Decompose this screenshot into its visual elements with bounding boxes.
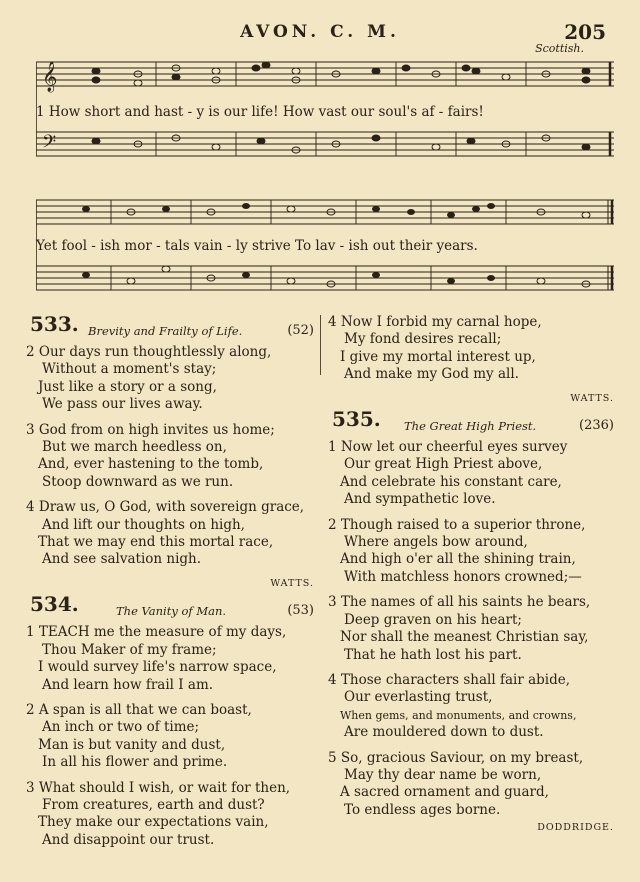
- verse-line: And, ever hastening to the tomb,: [38, 456, 264, 473]
- hymn-author: WATTS.: [270, 577, 314, 589]
- column-divider: [320, 315, 321, 375]
- verse-line: But we march heedless on,: [42, 439, 227, 456]
- hymn-reference: (52): [287, 323, 314, 338]
- verse-line: 3 The names of all his saints he bears,: [328, 594, 591, 611]
- verse: [24, 499, 318, 569]
- verse-line: That he hath lost his part.: [344, 646, 522, 663]
- verse-line: 3 God from on high invites us home;: [26, 421, 275, 438]
- svg-text:𝄞: 𝄞: [42, 62, 58, 92]
- verse: [326, 750, 618, 820]
- hymn-title: Brevity and Frailty of Life.: [88, 324, 243, 338]
- verse-line: May thy dear name be worn,: [344, 766, 542, 783]
- verse-line: And disappoint our trust.: [42, 831, 215, 848]
- verse: [326, 594, 618, 664]
- verse-line: Thou Maker of my frame;: [42, 641, 217, 658]
- hymn-heading: [24, 592, 318, 624]
- verse-line: Man is but vanity and dust,: [38, 736, 226, 753]
- verse-line: In all his flower and prime.: [42, 754, 228, 771]
- verse-line: I would survey life's narrow space,: [38, 659, 277, 676]
- verse-line: 4 Now I forbid my carnal hope,: [328, 314, 542, 330]
- hymn-author: WATTS.: [570, 392, 614, 404]
- verse-line: And see salvation nigh.: [42, 551, 202, 568]
- verse-line: 2 Though raised to a superior throne,: [328, 516, 586, 533]
- hymn-number: 533.: [30, 312, 79, 336]
- verse-line: 4 Those characters shall fair abide,: [328, 671, 571, 688]
- verse: [24, 624, 318, 694]
- verse-line: Are mouldered down to dust.: [344, 724, 544, 741]
- verse-line: 2 Our days run thoughtlessly along,: [26, 344, 272, 360]
- verse: [326, 517, 618, 587]
- verse-line: A sacred ornament and guard,: [340, 784, 549, 801]
- hymn-reference: (53): [287, 603, 314, 619]
- verse-line: 5 So, gracious Saviour, on my breast,: [328, 749, 584, 766]
- verse-line: That we may end this mortal race,: [38, 534, 274, 551]
- verse-line: To endless ages borne.: [344, 801, 501, 818]
- hymn-number: 535.: [332, 407, 381, 432]
- verse-line: Deep graven on his heart;: [344, 611, 522, 628]
- verse-line: 1 TEACH me the measure of my days,: [26, 624, 287, 641]
- verse-line: And lift our thoughts on high,: [42, 516, 245, 533]
- verse: [24, 344, 318, 414]
- left-column: [24, 312, 318, 857]
- verse-line: Without a moment's stay;: [42, 361, 217, 378]
- lyric-line-2: Yet fool - ish mor - tals vain - ly strive To lav - ish out their years.: [36, 238, 478, 254]
- verse: [326, 672, 618, 742]
- hymn-heading: [24, 312, 318, 344]
- verse-line: Our great High Priest above,: [344, 456, 543, 473]
- lyric-line-1: 1 How short and hast - y is our life! How vast our soul's af - fairs!: [36, 104, 484, 120]
- hymn-title: The Great High Priest.: [404, 419, 537, 434]
- verse: [326, 314, 618, 384]
- verse-line: And sympathetic love.: [344, 491, 496, 508]
- hymn-title: The Vanity of Man.: [116, 604, 227, 619]
- verse-line: We pass our lives away.: [42, 396, 203, 413]
- verse: [24, 422, 318, 492]
- verse-line: Nor shall the meanest Christian say,: [340, 629, 589, 646]
- verse-line: An inch or two of time;: [42, 719, 200, 736]
- tune-title: AVON. C. M.: [240, 22, 400, 42]
- hymn-heading: [326, 407, 618, 439]
- verse-line: 2 A span is all that we can boast,: [26, 701, 252, 718]
- verse-line: 4 Draw us, O God, with sovereign grace,: [26, 499, 305, 516]
- verse-line: 1 Now let our cheerful eyes survey: [328, 439, 568, 456]
- right-column: [326, 312, 618, 841]
- verse-line: From creatures, earth and dust?: [42, 796, 265, 813]
- verse-line: And celebrate his constant care,: [340, 473, 562, 490]
- verse-line: 3 What should I wish, or wait for then,: [26, 779, 291, 796]
- verse-line: And make my God my all.: [344, 366, 519, 383]
- verse: [326, 439, 618, 509]
- verse-line: When gems, and monuments, and crowns,: [340, 708, 577, 722]
- hymn-author: DODDRIDGE.: [537, 822, 614, 834]
- verse-line: Stoop downward as we run.: [42, 473, 234, 490]
- verse-line: With matchless honors crowned;—: [344, 568, 582, 585]
- verse: [24, 780, 318, 850]
- verse-line: And learn how frail I am.: [42, 676, 214, 693]
- svg-text:𝄢: 𝄢: [42, 132, 57, 157]
- verse-line: Our everlasting trust,: [344, 689, 493, 706]
- hymn-reference: (236): [579, 418, 614, 434]
- verse-line: My fond desires recall;: [344, 331, 502, 348]
- composer-credit: Scottish.: [535, 42, 584, 55]
- verse-line: Just like a story or a song,: [38, 378, 217, 395]
- verse-line: They make our expectations vain,: [38, 814, 269, 831]
- verse-line: I give my mortal interest up,: [340, 348, 536, 365]
- verse-line: And high o'er all the shining train,: [340, 551, 576, 568]
- verse-line: Where angels bow around,: [344, 534, 528, 551]
- hymn-number: 534.: [30, 592, 79, 617]
- page-number: 205: [564, 20, 606, 44]
- verse: [24, 702, 318, 772]
